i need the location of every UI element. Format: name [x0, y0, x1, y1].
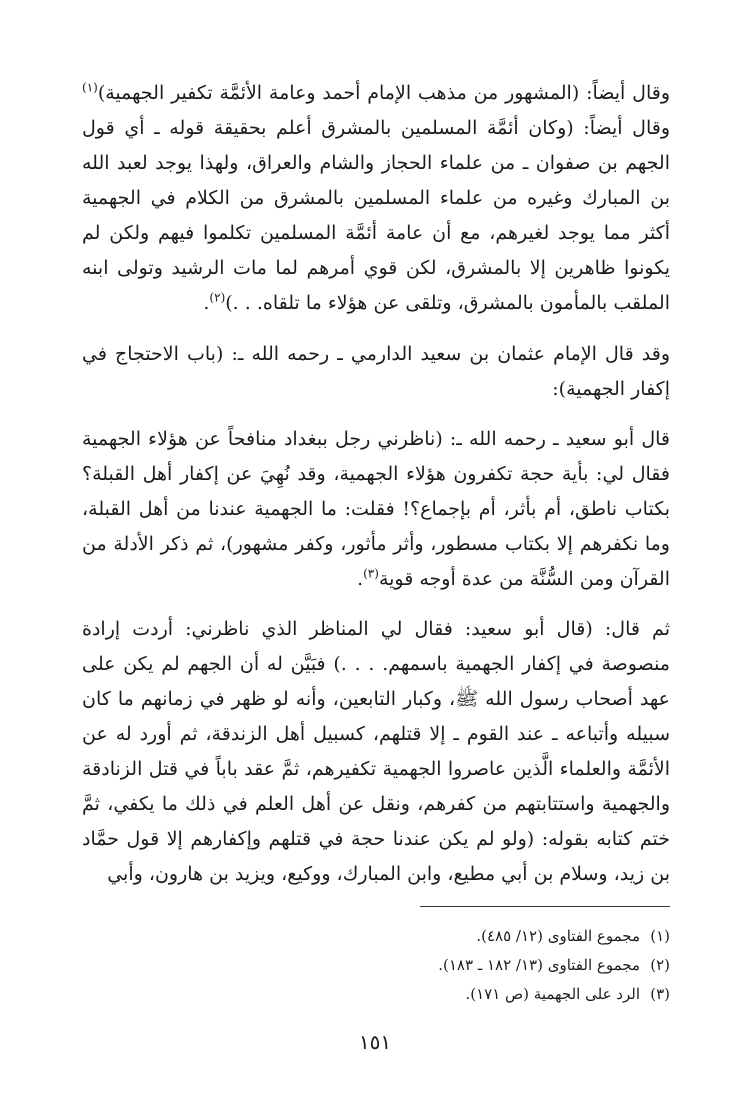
- paragraph-1: [82, 76, 670, 321]
- footnote-number: (٣): [650, 985, 670, 1003]
- footnote-ref-2: (٢): [209, 290, 226, 305]
- paragraph-3: [82, 422, 670, 597]
- footnote-divider: [420, 906, 670, 907]
- page-number: ١٥١: [358, 1030, 392, 1054]
- footnote-item: [82, 922, 670, 951]
- footnote-item: [82, 980, 670, 1009]
- paragraph-4-text: ثم قال: (قال أبو سعيد: فقال لي المناظر الذي ناظرني: أردت إرادة منصوصة في إكفار الجهمية باسمهم. . . .) فبَيَّن له أن الجهم لم يكن على عهد أصحاب رسول الله ﷺ، وكبار التابعين، وأنه لو ظهر في زمانهم ما كان سبيله وأتباعه ـ عند القوم ـ إلا قتلهم، كسبيل أهل الزندقة، ثم أورد له عن الأئمَّة والعلماء الَّذين عاصروا الجهمية تكفيرهم، ثمَّ عقد باباً في قتل الزنادقة والجهمية واستتابتهم من كفرهم، ونقل عن أهل العلم في ذلك ما يكفي، ثمَّ ختم كتابه بقوله: (ولو لم يكن عندنا حجة في قتلهم وإكفارهم إلا قول حمَّاد بن زيد، وسلام بن أبي مطيع، وابن المبارك، ووكيع، ويزيد بن هارون، وأبي: [82, 618, 670, 885]
- footnote-text: مجموع الفتاوى (١٢/ ٤٨٥).: [476, 927, 640, 945]
- paragraph-3-end: .: [357, 568, 364, 590]
- footnote-number: (٢): [650, 956, 670, 974]
- paragraph-2-text: وقد قال الإمام عثمان بن سعيد الدارمي ـ رحمه الله ـ: (باب الاحتجاج في إكفار الجهمية):: [82, 343, 670, 400]
- paragraph-3-text: قال أبو سعيد ـ رحمه الله ـ: (ناظرني رجل ببغداد منافحاً عن هؤلاء الجهمية فقال لي: بأية حجة تكفرون هؤلاء الجهمية، وقد نُهِيَ عن إكفار أهل القبلة؟ بكتاب ناطق، أم بأثر، أم بإجماع؟! فقلت: ما الجهمية عندنا من أهل القبلة، وما نكفرهم إلا بكتاب مسطور، وأثر مأثور، وكفر مشهور)، ثم ذكر الأدلة من القرآن ومن السُّنَّة من عدة أوجه قوية: [82, 428, 670, 590]
- paragraph-2: [82, 337, 670, 407]
- footnote-number: (١): [650, 927, 670, 945]
- paragraph-1-end: .: [203, 292, 210, 314]
- paragraph-1-text-a: وقال أيضاً: (المشهور من مذهب الإمام أحمد وعامة الأئمَّة تكفير الجهمية): [97, 82, 670, 104]
- paragraph-4: [82, 612, 670, 892]
- footnote-item: [82, 951, 670, 980]
- footnote-text: مجموع الفتاوى (١٣/ ١٨٢ ـ ١٨٣).: [438, 956, 640, 974]
- footnotes: [82, 922, 670, 1009]
- paragraph-1-text-b: وقال أيضاً: (وكان أئمَّة المسلمين بالمشرق أعلم بحقيقة قوله ـ أي قول الجهم بن صفوان ـ من علماء الحجاز والشام والعراق، ولهذا يوجد لعبد الله بن المبارك وغيره من علماء المسلمين بالمشرق من الكلام في الجهمية أكثر مما يوجد لغيرهم، مع أن عامة أئمَّة المسلمين تكلموا فيهم ولكن لم يكونوا ظاهرين إلا بالمشرق، لكن قوي أمرهم لما مات الرشيد وتولى ابنه الملقب بالمأمون بالمشرق، وتلقى عن هؤلاء ما تلقاه. . .): [82, 117, 670, 314]
- footnote-ref-1: (١): [82, 80, 98, 95]
- footnote-text: الرد على الجهمية (ص ١٧١).: [465, 985, 640, 1003]
- footnote-ref-3: (٣): [363, 566, 379, 581]
